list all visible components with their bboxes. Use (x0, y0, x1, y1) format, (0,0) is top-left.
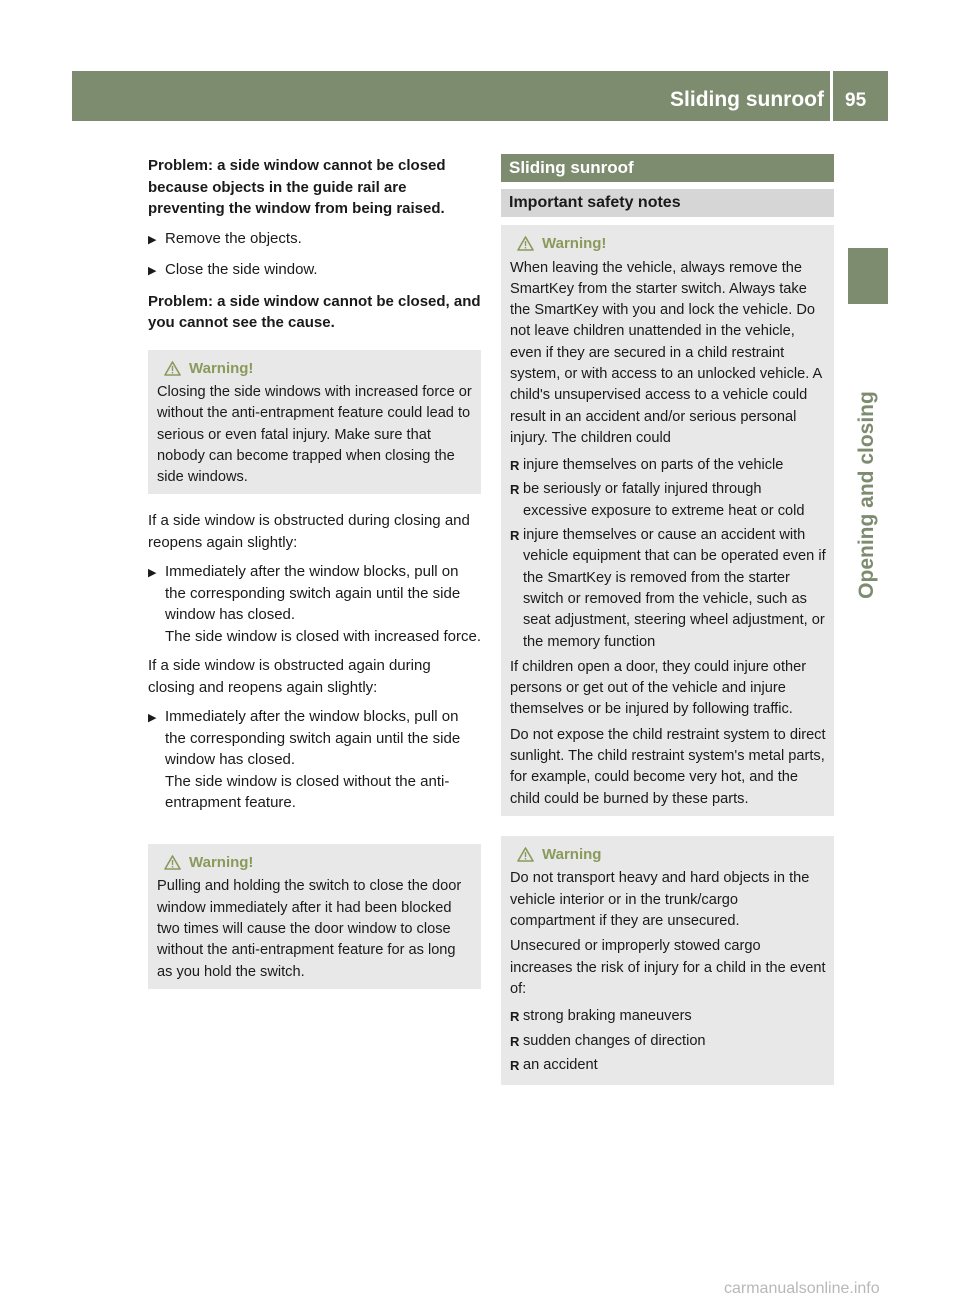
step-text: Immediately after the window blocks, pull on the corresponding switch again until the side window has closed. (165, 563, 461, 624)
warning-box (148, 844, 481, 989)
section-heading: Sliding sunroof (501, 154, 834, 182)
header-title: Sliding sunroof (670, 88, 824, 111)
step-item (148, 228, 481, 252)
warning-triangle-icon (510, 847, 542, 862)
warning-text: Closing the side windows with increased force or without the anti-entrapment feature could lead to serious or even fatal injury. Make sure that nobody can become trapped when closing the side windows. (157, 384, 472, 486)
step-arrow-icon: ▶ (148, 567, 157, 580)
step-item (148, 706, 481, 814)
warning-intro: Do not transport heavy and hard objects in the vehicle interior or in the trunk/cargo compartment if they are unsecured. (510, 870, 810, 930)
warning-box (501, 836, 834, 1085)
warning-text: Pulling and holding the switch to close the door window immediately after it had been blocked two times will cause the door window to close without the anti-entrapment feature for as long as you hold the switch. (157, 878, 462, 980)
side-tab-label: Opening and closing (855, 391, 878, 599)
warning-box (148, 350, 481, 495)
bullet-list (510, 1006, 826, 1076)
bullet-r-icon: R (510, 1057, 520, 1073)
right-column (501, 154, 834, 1085)
paragraph: If a side window is obstructed during closing and reopens again slightly: (148, 512, 470, 551)
problem-heading: Problem: a side window cannot be closed, and you cannot see the cause. (148, 292, 481, 331)
warning-title (510, 844, 826, 866)
paragraph: If a side window is obstructed again during closing and reopens again slightly: (148, 657, 431, 696)
step-text: Immediately after the window blocks, pull on the corresponding switch again until the side window has closed. (165, 708, 461, 769)
warning-paragraph: Do not expose the child restraint system to direct sunlight. The child restraint system's metal parts, for example, could become very hot, and the child could be burned by these parts. (510, 726, 826, 807)
step-arrow-icon: ▶ (148, 712, 157, 725)
bullet-r-icon: R (510, 1009, 520, 1025)
step-item (148, 259, 481, 283)
warning-triangle-icon (157, 361, 189, 376)
warning-title (510, 233, 826, 255)
warning-title (157, 852, 473, 874)
warning-box (501, 225, 834, 816)
bullet-r-icon: R (510, 528, 520, 544)
list-item-text: injure themselves on parts of the vehicle (523, 457, 784, 474)
left-column (148, 155, 481, 989)
subsection-heading: Important safety notes (501, 189, 834, 217)
list-item-text: strong braking maneuvers (523, 1008, 692, 1025)
list-item (510, 479, 826, 522)
page-number: 95 (845, 90, 867, 111)
warning-label: Warning! (189, 853, 254, 871)
list-item-text: an accident (523, 1056, 598, 1073)
list-item (510, 1055, 826, 1076)
list-item-text: injure themselves or cause an accident with vehicle equipment that can be operated even if the SmartKey is removed from the starter switch or removed from the vehicle, such as seat adjustment, steering wheel adjustment, or the memory function (523, 527, 826, 650)
warning-paragraph: Unsecured or improperly stowed cargo increases the risk of injury for a child in the event of: (510, 938, 826, 997)
bullet-list (510, 455, 826, 653)
list-item (510, 455, 826, 476)
header-divider (830, 71, 833, 121)
step-arrow-icon: ▶ (148, 265, 157, 277)
bullet-r-icon: R (510, 458, 520, 474)
warning-intro: When leaving the vehicle, always remove the SmartKey from the starter switch. Always take the SmartKey with you and lock the vehicle. Do not leave children unattended in the vehicle, even if they are secured in a child restraint system, or with access to an unlocked vehicle. A child's unsupervised access to a vehicle could result in an accident and/or serious personal injury. The children could (510, 259, 822, 446)
warning-triangle-icon (510, 236, 542, 251)
step-text: Remove the objects. (165, 229, 302, 247)
step-result: The side window is closed with increased force. (165, 627, 481, 645)
list-item (510, 525, 826, 653)
step-arrow-icon: ▶ (148, 233, 157, 246)
warning-triangle-icon (157, 855, 189, 870)
problem-heading: Problem: a side window cannot be closed because objects in the guide rail are preventing the window from being raised. (148, 157, 446, 217)
watermark: carmanualsonline.info (724, 1280, 880, 1297)
step-result: The side window is closed without the anti-entrapment feature. (165, 772, 450, 812)
warning-label: Warning (542, 845, 602, 863)
warning-paragraph: If children open a door, they could injure other persons or get out of the vehicle and injure themselves or be injured by following traffic. (510, 658, 807, 718)
list-item (510, 1006, 826, 1027)
bullet-r-icon: R (510, 1033, 520, 1049)
step-item (148, 561, 481, 647)
step-text: Close the side window. (165, 261, 318, 278)
list-item (510, 1031, 826, 1052)
bullet-r-icon: R (510, 482, 520, 498)
warning-label: Warning! (542, 235, 607, 252)
side-tab-marker (848, 248, 888, 304)
warning-label: Warning! (189, 359, 254, 377)
list-item-text: sudden changes of direction (523, 1032, 706, 1049)
warning-title (157, 358, 473, 380)
list-item-text: be seriously or fatally injured through excessive exposure to extreme heat or cold (523, 481, 805, 519)
